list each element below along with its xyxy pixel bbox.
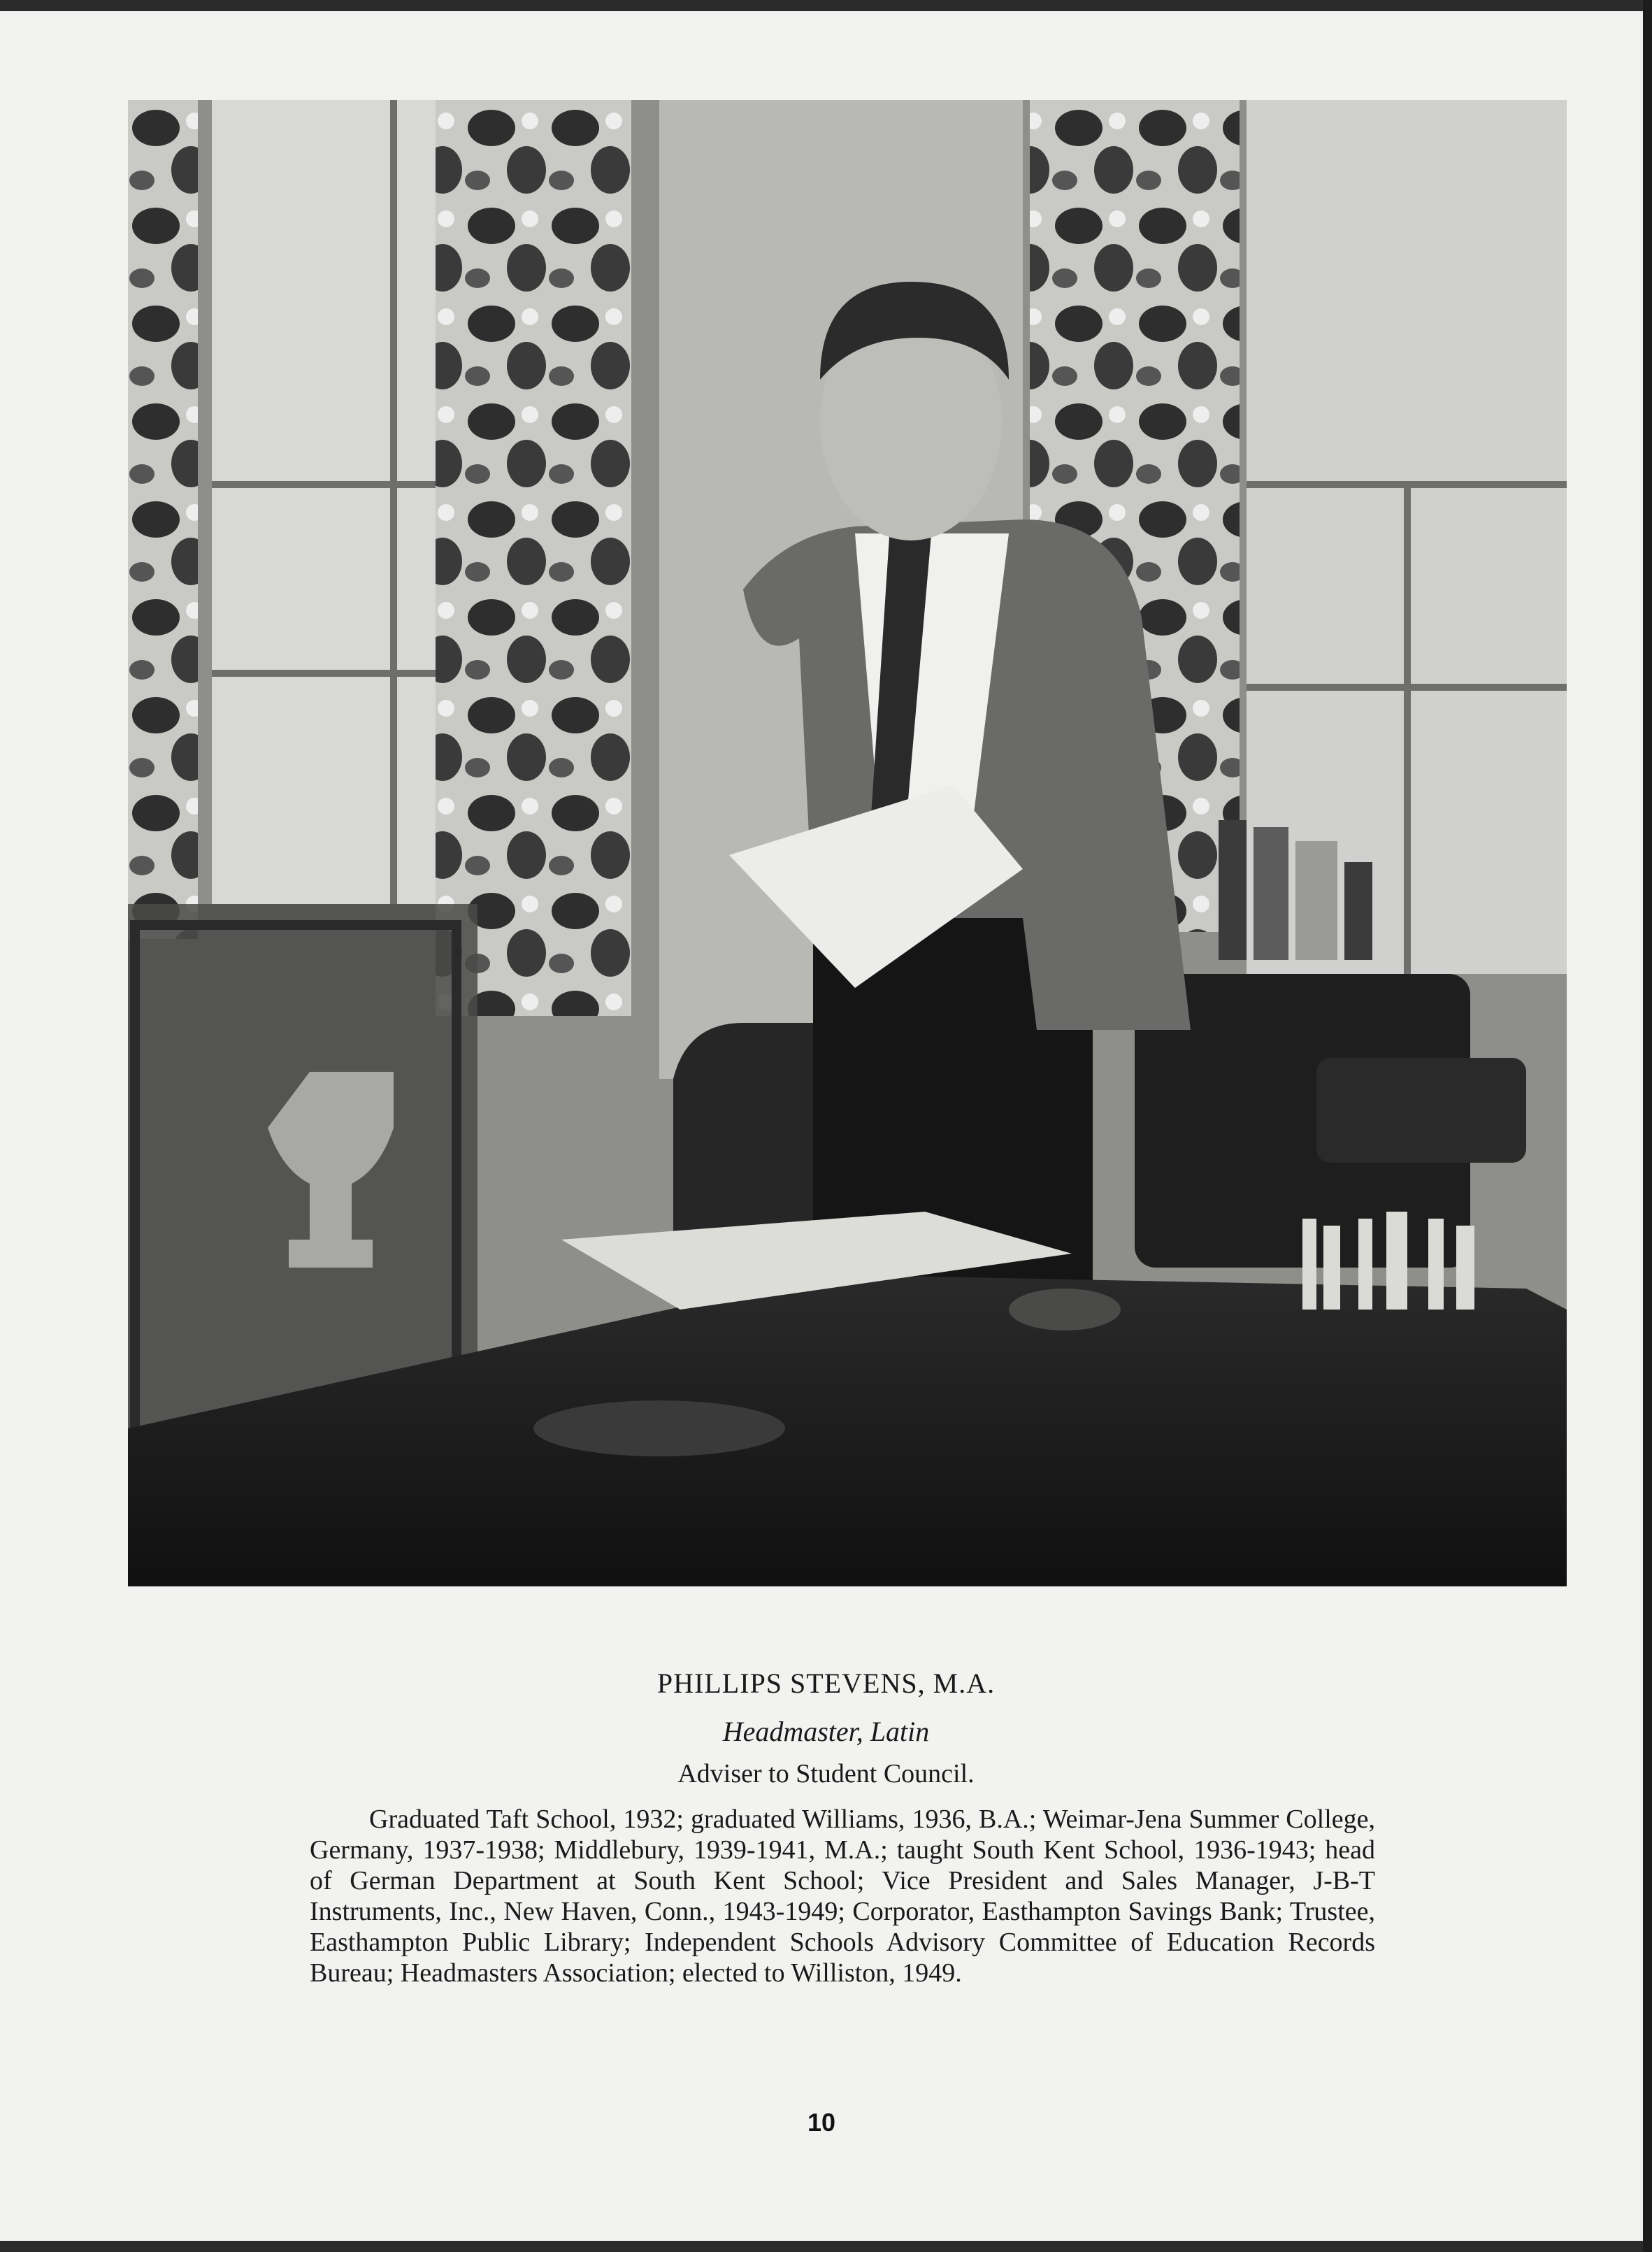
- scan-border-bottom: [0, 2241, 1652, 2252]
- scan-border-top: [0, 0, 1652, 11]
- portrait-photo: [128, 100, 1567, 1586]
- scan-border-right: [1643, 0, 1652, 2252]
- person-role: Adviser to Student Council.: [677, 1759, 975, 1788]
- page-number: 10: [807, 2108, 836, 2137]
- biography-paragraph: Graduated Taft School, 1932; graduated Williams, 1936, B.A.; Weimar-Jena Summer College, Germany, 1937-1938; Middlebury, 1939-1941, M.A.; taught South Kent School, 1936-1943; head of German Department at South Kent School; Vice President and Sales Manager, J-B-T Instruments, Inc., New Haven, Conn., 1943-1949; Corporator, Easthampton Savings Bank; Trustee, Easthampton Public Library; Independent Schools Advisory Committee of Education Records Bureau; Headmasters Association; elected to Williston, 1949.: [310, 1805, 1375, 1988]
- photo-illustration: [128, 100, 1567, 1586]
- person-title: Headmaster, Latin: [722, 1716, 930, 1747]
- person-name: PHILLIPS STEVENS, M.A.: [656, 1668, 996, 1699]
